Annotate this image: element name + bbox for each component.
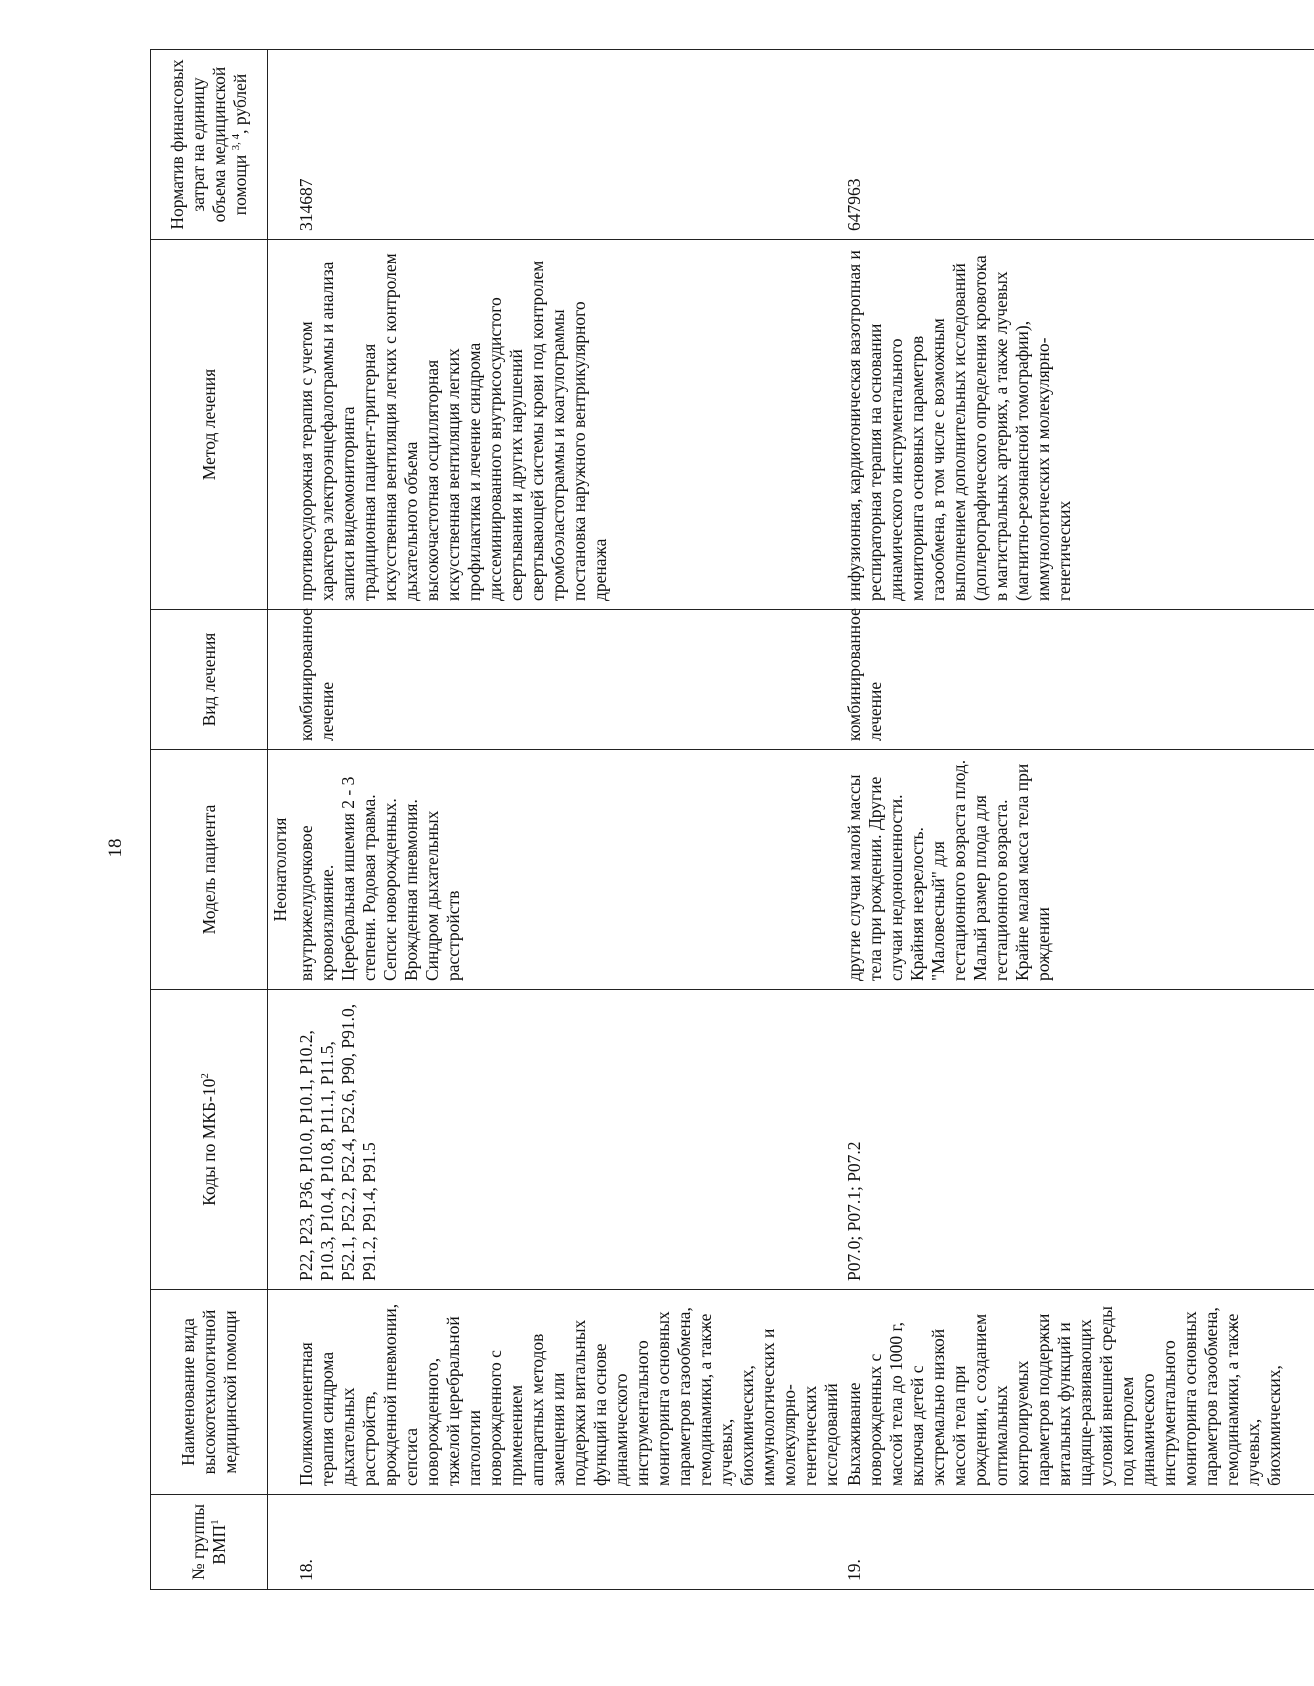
row-treatment-type: комбинированное лечение — [294, 610, 842, 750]
row-patient-model: внутрижелудочковое кровоизлияние. Церебральная ишемия 2 - 3 степени. Родовая травма. Сепсис новорожденных. Врожденная пневмония. Синдром дыхательных расстройств — [294, 750, 842, 990]
row-number: 19. — [842, 1495, 1314, 1590]
method-item: противосудорожная терапия с учетом характера электроэнцефалограммы и анализа записи видеомониторинга — [296, 261, 358, 601]
landscape-sheet — [150, 50, 1284, 1590]
method-item: традиционная пациент-триггерная искусственная вентиляция легких с контролем дыхательного объема — [359, 253, 421, 601]
row-cost-norm: 647963 — [842, 50, 1314, 240]
header-icd-codes: Коды по МКБ-$10^2$ — [151, 990, 268, 1290]
table-row — [294, 50, 842, 1590]
header-cost-norm: Норматив финансовых затрат на единицу объема медицинской помощи $^{3, 4}$, рублей — [151, 50, 268, 240]
row-patient-model: другие случаи малой массы тела при рождении. Другие случаи недоношенности. Крайняя незрелость. "Маловесный" для гестационного возраста плод. Малый размер плода для гестационного возраста. Крайне малая масса тела при рождении — [842, 750, 1314, 990]
row-cost-norm: 314687 — [294, 50, 842, 240]
row-treatment-type: комбинированное лечение — [842, 610, 1314, 750]
header-treatment-type: Вид лечения — [151, 610, 268, 750]
table-row — [842, 50, 1314, 1590]
header-group-no: № группы ВМП$^1$ — [151, 1495, 268, 1590]
row-number: 18. — [294, 1495, 842, 1590]
method-item: постановка наружного вентрикулярного дренажа — [569, 301, 610, 601]
vmp-table — [150, 49, 1314, 1590]
method-item: инфузионная, кардиотоническая вазотропная и респираторная терапия на основании динамического инструментального мониторинга основных параметров газообмена, в том числе с возможным выполнением дополнительных исследований (доплерографического определения кровотока в магистральных артериях, а также лучевых (магнитно-резонансной томографии), иммунологических и молекулярно-генетических — [844, 250, 1074, 601]
section-title: Неонатология — [268, 750, 295, 990]
row-service-name: Выхаживание новорожденных с массой тела до 1000 г, включая детей с экстремально низкой массой тела при рождении, с созданием оптимальных контролируемых параметров поддержки витальных функций и щадяще-развивающих условий внешней среды под контролем динамического инструментального мониторинга основных параметров газообмена, гемодинамики, а также лучевых, биохимических, — [842, 1290, 1314, 1495]
page-number: 18 — [105, 838, 126, 858]
row-service-name: Поликомпонентная терапия синдрома дыхательных расстройств, врожденной пневмонии, сепсиса новорожденного, тяжелой церебральной патологии новорожденного с применением аппаратных методов замещения или поддержки витальных функций на основе динамического инструментального мониторинга основных параметров газообмена, гемодинамики, а также лучевых, биохимических, иммунологических и молекулярно-генетических исследований — [294, 1290, 842, 1495]
header-patient-model: Модель пациента — [151, 750, 268, 990]
row-icd-codes: P07.0; P07.1; P07.2 — [842, 990, 1314, 1290]
method-item: высокочастотная осцилляторная искусственная вентиляция легких — [422, 348, 463, 601]
header-treatment-method: Метод лечения — [151, 240, 268, 610]
header-row — [151, 50, 268, 1590]
header-service-name: Наименование вида высокотехнологичной медицинской помощи — [151, 1290, 268, 1495]
row-treatment-method — [842, 240, 1314, 610]
row-treatment-method — [294, 240, 842, 610]
section-row — [268, 50, 295, 1590]
method-item: профилактика и лечение синдрома диссеминированного внутрисосудистого свертывания и других нарушений свертывающей системы крови под контролем тромбоэластограммы и коагулограммы — [464, 260, 568, 601]
row-icd-codes: P22, P23, P36, P10.0, P10.1, P10.2, P10.3, P10.4, P10.8, P11.1, P11.5, P52.1, P52.2, P52.4, P52.6, P90, P91.0, P91.2, P91.4, P91.5 — [294, 990, 842, 1290]
